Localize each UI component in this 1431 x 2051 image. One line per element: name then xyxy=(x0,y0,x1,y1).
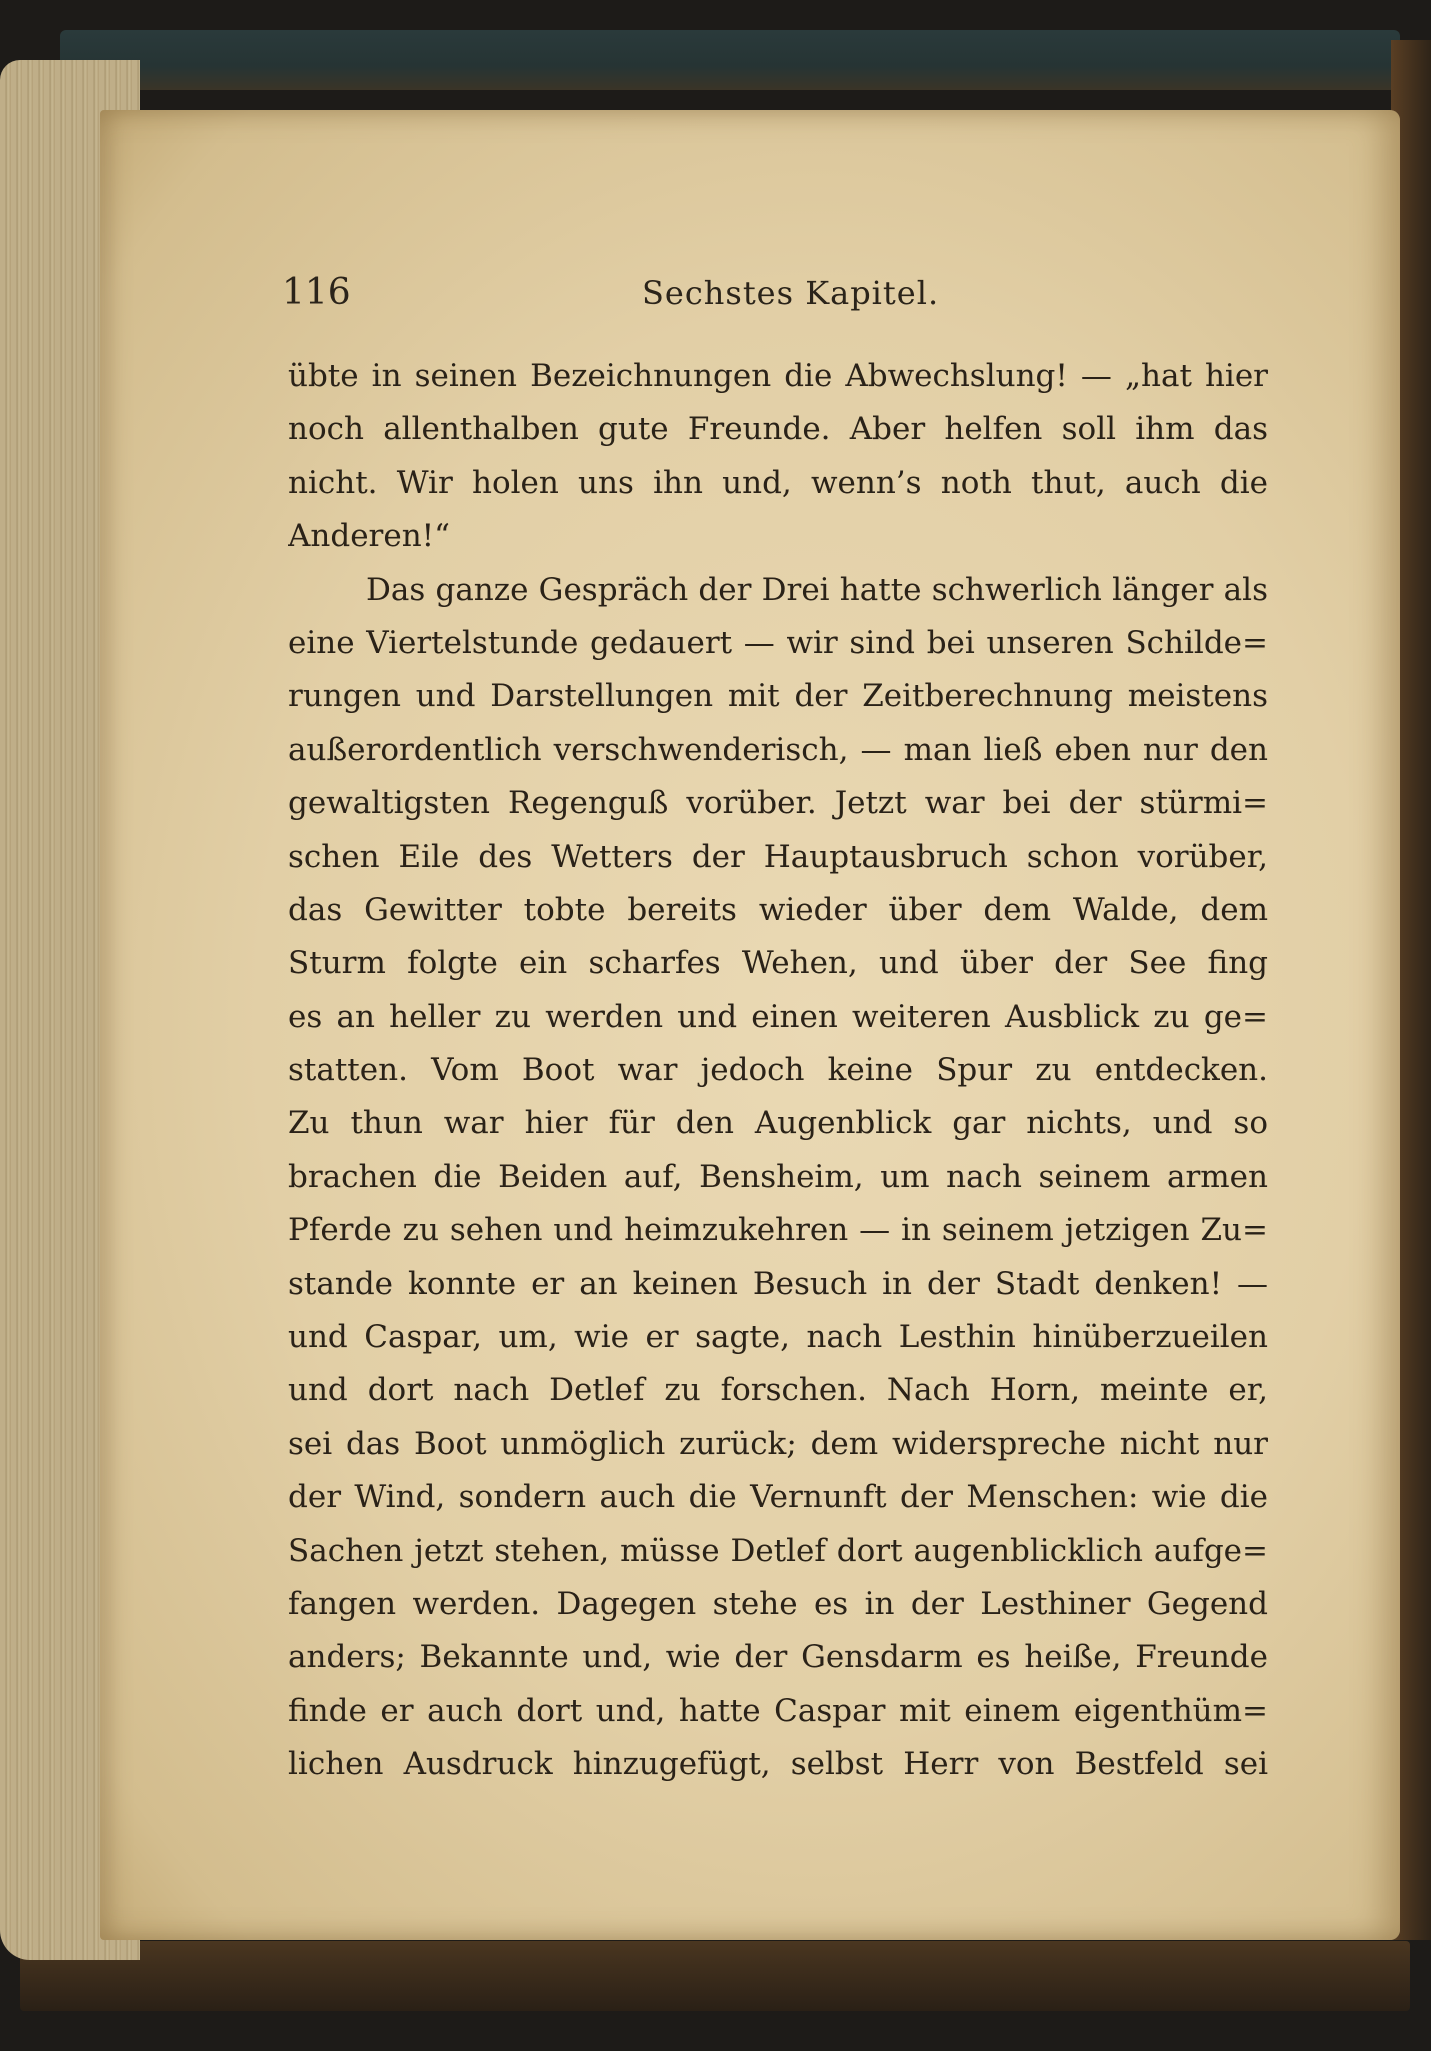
text-line: und Caspar, um, wie er sagte, nach Lesthin hinüberzueilen xyxy=(288,1319,1268,1356)
text-line: Sturm folgte ein scharfes Wehen, und über der See fing xyxy=(288,945,1268,982)
text-line: Pferde zu sehen und heimzukehren — in seinem jetzigen Zu= xyxy=(288,1212,1268,1249)
text-line: lichen Ausdruck hinzugefügt, selbst Herr von Bestfeld sei xyxy=(288,1746,1268,1783)
text-line: Das ganze Gespräch der Drei hatte schwerlich länger als xyxy=(366,571,1268,608)
text-line: der Wind, sondern auch die Vernunft der Menschen: wie die xyxy=(288,1479,1268,1516)
text-line: außerordentlich verschwenderisch, — man ließ eben nur den xyxy=(288,731,1268,768)
text-line: schen Eile des Wetters der Hauptausbruch schon vorüber, xyxy=(288,838,1268,875)
text-line: es an heller zu werden und einen weiteren Ausblick zu ge= xyxy=(288,998,1268,1035)
page-header xyxy=(282,272,1282,332)
text-line: anders; Bekannte und, wie der Gensdarm es heiße, Freunde xyxy=(288,1639,1268,1676)
text-line: Anderen!“ xyxy=(288,518,450,555)
text-line: statten. Vom Boot war jedoch keine Spur zu entdecken. xyxy=(288,1052,1268,1089)
text-line: sei das Boot unmöglich zurück; dem widerspreche nicht nur xyxy=(288,1425,1268,1462)
text-line: übte in seinen Bezeichnungen die Abwechslung! — „hat hier xyxy=(288,358,1268,394)
book-binding-bottom xyxy=(20,1941,1410,2011)
text-line: eine Viertelstunde gedauert — wir sind bei unseren Schilde= xyxy=(288,624,1268,661)
text-line: Sachen jetzt stehen, müsse Detlef dort augenblicklich aufge= xyxy=(288,1532,1268,1569)
text-line: Zu thun war hier für den Augenblick gar nichts, und so xyxy=(288,1105,1268,1142)
running-head: Sechstes Kapitel. xyxy=(642,274,940,312)
text-line: finde er auch dort und, hatte Caspar mit einem eigenthüm= xyxy=(288,1692,1268,1729)
text-line: das Gewitter tobte bereits wieder über dem Walde, dem xyxy=(288,891,1268,928)
text-line: stande konnte er an keinen Besuch in der Stadt denken! — xyxy=(288,1265,1268,1302)
text-line: rungen und Darstellungen mit der Zeitberechnung meistens xyxy=(288,678,1268,715)
text-line: fangen werden. Dagegen stehe es in der Lesthiner Gegend xyxy=(288,1585,1268,1622)
text-line: brachen die Beiden auf, Bensheim, um nach seinem armen xyxy=(288,1158,1268,1195)
text-line: und dort nach Detlef zu forschen. Nach Horn, meinte er, xyxy=(288,1372,1268,1409)
text-line: nicht. Wir holen uns ihn und, wenn’s noth thut, auch die xyxy=(288,464,1268,501)
body-text xyxy=(288,350,1268,1792)
text-line: gewaltigsten Regenguß vorüber. Jetzt war bei der stürmi= xyxy=(288,785,1268,822)
text-line: noch allenthalben gute Freunde. Aber helfen soll ihm das xyxy=(288,411,1268,448)
page-number: 116 xyxy=(282,272,351,313)
book-binding-top xyxy=(60,30,1400,90)
